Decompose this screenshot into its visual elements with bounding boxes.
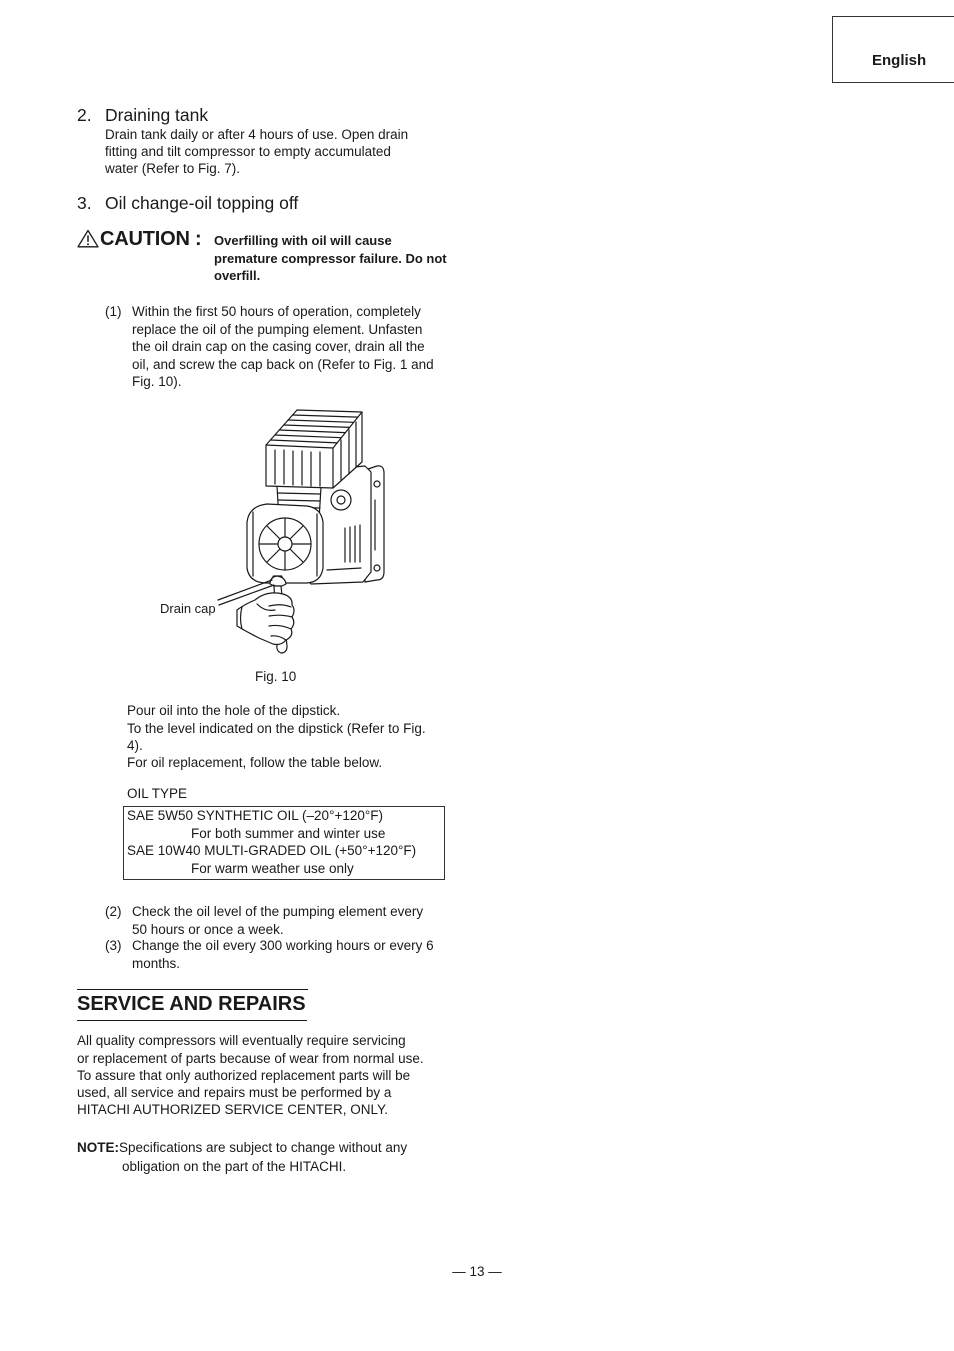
instruction-line: To the level indicated on the dipstick (Refer to Fig. [127, 720, 426, 736]
figure-caption: Fig. 10 [255, 668, 297, 684]
step-line: Fig. 10). [132, 374, 182, 390]
fan-housing [247, 504, 323, 583]
step-line: the oil drain cap on the casing cover, drain all the [132, 339, 425, 355]
oil-type-row: SAE 5W50 SYNTHETIC OIL (–20°+120°F) [127, 808, 384, 823]
instruction-line: Pour oil into the hole of the dipstick. [127, 703, 341, 719]
page-number: — 13 — [452, 1264, 502, 1279]
oil-type-label: OIL TYPE [127, 786, 188, 802]
caution-line: overfill. [214, 268, 261, 284]
oil-usage-row: For warm weather use only [191, 860, 354, 876]
step-3-text [132, 937, 434, 972]
step-line: months. [132, 955, 181, 971]
heading-rule-top [77, 989, 308, 990]
body-line: Drain tank daily or after 4 hours of use. Open drain [105, 126, 409, 142]
paragraph-line: To assure that only authorized replacement parts will be [77, 1067, 411, 1083]
step-line: oil, and screw the cap back on (Refer to Fig. 1 and [132, 356, 434, 372]
step-2-text [132, 903, 423, 937]
caution-line: premature compressor failure. Do not [214, 250, 447, 266]
oil-usage-row: For both summer and winter use [191, 825, 386, 841]
step-line: Within the first 50 hours of operation, completely [132, 304, 421, 320]
drain-cap-callout: Drain cap [160, 601, 216, 616]
service-paragraph [77, 1032, 424, 1118]
oil-type-table [123, 806, 445, 880]
note-second-line: obligation on the part of the HITACHI. [122, 1159, 347, 1174]
draining-tank-title: Draining tank [105, 105, 209, 125]
paragraph-line: or replacement of parts because of wear from normal use. [77, 1050, 424, 1066]
oil-change-number: 3. [77, 193, 92, 213]
compressor-illustration [215, 400, 390, 662]
step-line: 50 hours or once a week. [132, 921, 284, 937]
paragraph-line: All quality compressors will eventually require servicing [77, 1033, 406, 1049]
step-2-number: (2) [105, 904, 122, 920]
paragraph-line: used, all service and repairs must be performed by a [77, 1085, 392, 1101]
oil-type-row: SAE 10W40 MULTI-GRADED OIL (+50°+120°F) [127, 843, 417, 859]
instruction-line: For oil replacement, follow the table below. [127, 755, 383, 771]
body-line: fitting and tilt compressor to empty accumulated [105, 143, 391, 159]
oil-instructions [127, 702, 426, 771]
caution-line: Overfilling with oil will cause [214, 233, 392, 249]
step-line: replace the oil of the pumping element. Unfasten [132, 321, 423, 337]
service-heading: SERVICE AND REPAIRS [77, 993, 306, 1015]
note-text: Specifications are subject to change without any [119, 1140, 408, 1155]
caution-label: CAUTION : [100, 228, 202, 250]
body-line: water (Refer to Fig. 7). [105, 160, 241, 176]
hand [237, 593, 294, 645]
oil-change-title: Oil change-oil topping off [105, 193, 299, 213]
caution-text [214, 232, 447, 285]
instruction-line: 4). [127, 737, 143, 753]
step-line: Check the oil level of the pumping element every [132, 904, 424, 920]
step-1-text [132, 303, 434, 391]
draining-tank-body [105, 126, 408, 177]
heading-rule-bottom [77, 1020, 307, 1021]
paragraph-line: HITACHI AUTHORIZED SERVICE CENTER, ONLY. [77, 1102, 389, 1118]
draining-tank-number: 2. [77, 105, 92, 125]
language-tab [832, 16, 954, 83]
warning-triangle-icon [77, 229, 99, 248]
note-first-line [77, 1139, 407, 1157]
note-label: NOTE: [77, 1140, 119, 1155]
step-line: Change the oil every 300 working hours or every 6 [132, 938, 434, 954]
step-3-number: (3) [105, 938, 122, 954]
language-label: English [872, 52, 927, 69]
step-1-number: (1) [105, 304, 122, 320]
